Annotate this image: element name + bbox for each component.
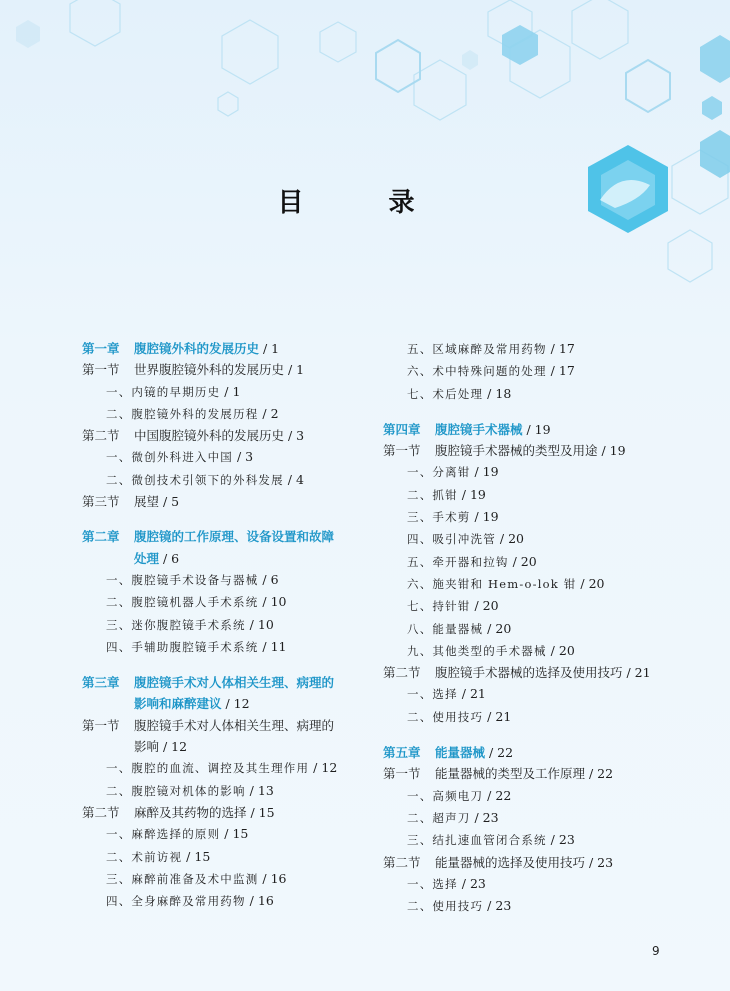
toc-entry-page: / 2: [258, 405, 279, 421]
toc-section-entry[interactable]: [82, 425, 367, 446]
toc-item-entry[interactable]: [383, 683, 683, 705]
toc-entry-title: 四、吸引冲洗管: [407, 532, 496, 547]
toc-section-entry[interactable]: [383, 852, 683, 873]
toc-entry-page: / 15: [220, 826, 249, 842]
toc-chapter-entry[interactable]: [82, 672, 367, 693]
toc-entry-page: / 12: [309, 760, 338, 776]
toc-item-entry[interactable]: [383, 484, 683, 506]
toc-entry-page: / 20: [495, 531, 524, 547]
toc-entry-title: 腹腔镜手术器械: [435, 421, 523, 437]
toc-item-entry[interactable]: [383, 618, 683, 640]
toc-entry-page: / 16: [258, 870, 287, 886]
toc-entry-page: / 19: [597, 443, 626, 459]
toc-entry-title: 一、高频电刀: [407, 788, 484, 803]
section-gap: [82, 658, 367, 672]
toc-entry-title: 二、使用技巧: [407, 899, 484, 914]
toc-entry-page: / 15: [182, 848, 211, 864]
toc-entry-label: 第三节: [82, 494, 120, 510]
toc-entry-title: 腹腔镜手术对人体相关生理、病理的: [134, 675, 335, 691]
toc-entry-label: 第五章: [383, 745, 421, 761]
toc-entry-label: 第一节: [82, 362, 120, 378]
section-gap: [82, 512, 367, 526]
toc-entry-page: / 19: [470, 464, 499, 480]
toc-entry-title: 四、手辅助腹腔镜手术系统: [106, 639, 259, 654]
toc-entry-page: / 20: [576, 575, 605, 591]
toc-item-entry[interactable]: [383, 461, 683, 483]
toc-entry-title: 九、其他类型的手术器械: [407, 643, 547, 658]
toc-item-entry[interactable]: [383, 528, 683, 550]
toc-entry-page: / 19: [522, 421, 551, 437]
toc-entry-title: 一、选择: [407, 876, 458, 891]
toc-entry-page: / 23: [483, 898, 512, 914]
toc-item-entry[interactable]: [383, 573, 683, 595]
toc-section-entry[interactable]: [383, 440, 683, 461]
toc-entry-title: 腹腔镜的工作原理、设备设置和故障: [134, 529, 335, 545]
toc-item-entry[interactable]: [82, 446, 367, 468]
toc-entry-title: 腹腔镜手术器械的类型及用途: [435, 443, 598, 459]
toc-item-entry[interactable]: [82, 614, 367, 636]
toc-entry-title: 三、结扎速血管闭合系统: [407, 833, 547, 848]
toc-chapter-entry[interactable]: [82, 548, 367, 569]
toc-entry-title: 一、微创外科进入中国: [106, 450, 233, 465]
toc-entry-title: 二、腹腔镜机器人手术系统: [106, 595, 259, 610]
toc-item-entry[interactable]: [383, 383, 683, 405]
toc-item-entry[interactable]: [82, 823, 367, 845]
toc-entry-title: 二、超声刀: [407, 810, 471, 825]
toc-entry-title: 四、全身麻醉及常用药物: [106, 894, 246, 909]
hexagon-decoration: [0, 0, 730, 320]
section-gap: [383, 728, 683, 742]
toc-item-entry[interactable]: [383, 640, 683, 662]
toc-item-entry[interactable]: [383, 506, 683, 528]
toc-entry-label: 第四章: [383, 421, 421, 437]
toc-section-entry[interactable]: [383, 763, 683, 784]
toc-item-entry[interactable]: [383, 551, 683, 573]
toc-item-entry[interactable]: [82, 846, 367, 868]
toc-entry-page: / 23: [546, 832, 575, 848]
toc-chapter-entry[interactable]: [82, 693, 367, 714]
toc-entry-page: / 22: [483, 787, 512, 803]
toc-entry-label: 第二节: [383, 665, 421, 681]
toc-entry-page: / 6: [258, 571, 279, 587]
toc-entry-page: / 20: [546, 642, 575, 658]
toc-item-entry[interactable]: [383, 595, 683, 617]
toc-entry-title: 五、牵开器和拉钩: [407, 554, 509, 569]
toc-entry-title: 腹腔镜外科的发展历史: [134, 341, 260, 356]
toc-section-entry[interactable]: [383, 662, 683, 683]
toc-entry-title: 三、手术剪: [407, 510, 471, 525]
toc-chapter-entry[interactable]: [383, 419, 683, 440]
toc-item-entry[interactable]: [383, 807, 683, 829]
toc-entry-page: / 10: [258, 594, 287, 610]
toc-left-column: [82, 338, 367, 912]
toc-entry-label: 第二节: [82, 804, 120, 820]
toc-item-entry[interactable]: [82, 591, 367, 613]
toc-entry-title: 一、内镜的早期历史: [106, 384, 221, 399]
toc-item-entry[interactable]: [383, 873, 683, 895]
toc-entry-title: 二、微创技术引领下的外科发展: [106, 472, 284, 487]
toc-entry-label: 第三章: [82, 675, 120, 691]
toc-entry-page: / 3: [284, 428, 305, 444]
toc-right-column: [383, 338, 683, 917]
toc-entry-title: 一、腹腔镜手术设备与器械: [106, 572, 259, 587]
toc-entry-page: / 22: [585, 766, 614, 782]
toc-item-entry[interactable]: [82, 469, 367, 491]
toc-entry-page: / 21: [483, 708, 512, 724]
toc-entry-title: 一、选择: [407, 687, 458, 702]
toc-item-entry[interactable]: [82, 868, 367, 890]
toc-entry-page: / 3: [233, 449, 254, 465]
toc-entry-page: / 21: [622, 665, 651, 681]
toc-entry-page: / 11: [258, 638, 287, 654]
toc-item-entry[interactable]: [82, 381, 367, 403]
toc-entry-page: / 12: [221, 696, 250, 712]
toc-item-entry[interactable]: [383, 338, 683, 360]
toc-item-entry[interactable]: [82, 890, 367, 912]
toc-entry-page: / 12: [159, 739, 188, 755]
toc-section-entry[interactable]: [82, 359, 367, 380]
toc-entry-title: 展望: [134, 494, 160, 510]
toc-entry-page: / 1: [284, 362, 305, 378]
toc-item-entry[interactable]: [82, 780, 367, 802]
toc-entry-title: 能量器械的类型及工作原理: [435, 766, 586, 782]
toc-entry-page: / 23: [457, 875, 486, 891]
toc-entry-page: / 19: [457, 486, 486, 502]
toc-entry-title: 七、持针钳: [407, 599, 471, 614]
toc-entry-label: 第二章: [82, 529, 120, 545]
toc-chapter-entry[interactable]: [82, 338, 367, 359]
toc-entry-label: 第一节: [383, 443, 421, 459]
toc-entry-label: 第一节: [82, 717, 120, 733]
toc-entry-label: 第二节: [383, 854, 421, 870]
toc-section-entry[interactable]: [82, 802, 367, 823]
page-title: 目 录: [277, 188, 453, 218]
toc-entry-title: 八、能量器械: [407, 621, 484, 636]
toc-entry-page: / 23: [585, 854, 614, 870]
toc-entry-page: / 5: [159, 494, 180, 510]
toc-entry-page: / 21: [457, 686, 486, 702]
toc-entry-title: 六、术中特殊问题的处理: [407, 364, 547, 379]
toc-entry-title: 三、迷你腹腔镜手术系统: [106, 617, 246, 632]
toc-item-entry[interactable]: [383, 895, 683, 917]
toc-entry-page: / 16: [245, 893, 274, 909]
toc-entry-title: 腹腔镜手术器械的选择及使用技巧: [435, 665, 623, 681]
toc-entry-title: 中国腹腔镜外科的发展历史: [134, 428, 285, 444]
toc-item-entry[interactable]: [383, 706, 683, 728]
toc-item-entry[interactable]: [82, 757, 367, 779]
toc-section-entry[interactable]: [82, 715, 367, 736]
toc-entry-title: 能量器械的选择及使用技巧: [435, 854, 586, 870]
section-gap: [383, 405, 683, 419]
toc-entry-title: 二、腹腔镜外科的发展历程: [106, 406, 259, 421]
toc-section-entry[interactable]: [82, 736, 367, 757]
toc-entry-page: / 13: [245, 782, 274, 798]
toc-entry-page: / 20: [470, 598, 499, 614]
toc-entry-title: 影响和麻醉建议: [134, 696, 222, 712]
toc-entry-title: 一、腹腔的血流、调控及其生理作用: [106, 761, 310, 776]
toc-entry-title: 影响: [134, 739, 160, 755]
toc-section-entry[interactable]: [82, 491, 367, 512]
toc-item-entry[interactable]: [383, 829, 683, 851]
page-number: 9: [652, 944, 660, 958]
toc-entry-title: 三、麻醉前准备及术中监测: [106, 871, 259, 886]
toc-entry-title: 一、分离钳: [407, 465, 471, 480]
toc-item-entry[interactable]: [383, 360, 683, 382]
toc-item-entry[interactable]: [383, 785, 683, 807]
toc-entry-title: 二、抓钳: [407, 487, 458, 502]
toc-entry-title: 麻醉及其药物的选择: [134, 804, 247, 820]
toc-entry-label: 第一章: [82, 341, 120, 356]
toc-entry-title: 处理: [134, 550, 160, 566]
toc-entry-page: / 20: [483, 620, 512, 636]
toc-entry-page: / 1: [259, 341, 280, 356]
toc-entry-title: 二、术前访视: [106, 849, 183, 864]
toc-entry-page: / 20: [508, 553, 537, 569]
toc-entry-page: / 22: [485, 745, 514, 761]
toc-entry-title: 七、术后处理: [407, 386, 484, 401]
toc-entry-title: 六、施夹钳和 Hem-o-lok 钳: [407, 576, 577, 591]
toc-entry-title: 五、区域麻醉及常用药物: [407, 342, 547, 356]
toc-entry-page: / 4: [283, 471, 304, 487]
toc-entry-page: / 1: [220, 383, 241, 399]
toc-chapter-entry[interactable]: [383, 742, 683, 763]
toc-item-entry[interactable]: [82, 636, 367, 658]
toc-entry-title: 二、腹腔镜对机体的影响: [106, 783, 246, 798]
toc-entry-label: 第二节: [82, 428, 120, 444]
toc-chapter-entry[interactable]: [82, 526, 367, 547]
toc-entry-page: / 17: [546, 341, 575, 356]
toc-entry-page: / 17: [546, 363, 575, 379]
toc-item-entry[interactable]: [82, 569, 367, 591]
toc-entry-title: 一、麻醉选择的原则: [106, 827, 221, 842]
toc-entry-page: / 19: [470, 509, 499, 525]
toc-entry-title: 世界腹腔镜外科的发展历史: [134, 362, 285, 378]
toc-item-entry[interactable]: [82, 403, 367, 425]
toc-entry-page: / 15: [246, 804, 275, 820]
toc-entry-title: 二、使用技巧: [407, 709, 484, 724]
toc-entry-title: 能量器械: [435, 745, 486, 761]
toc-entry-page: / 6: [159, 550, 180, 566]
toc-entry-page: / 10: [245, 616, 274, 632]
toc-entry-page: / 23: [470, 809, 499, 825]
toc-entry-label: 第一节: [383, 766, 421, 782]
toc-entry-page: / 18: [483, 385, 512, 401]
toc-entry-title: 腹腔镜手术对人体相关生理、病理的: [134, 717, 335, 733]
